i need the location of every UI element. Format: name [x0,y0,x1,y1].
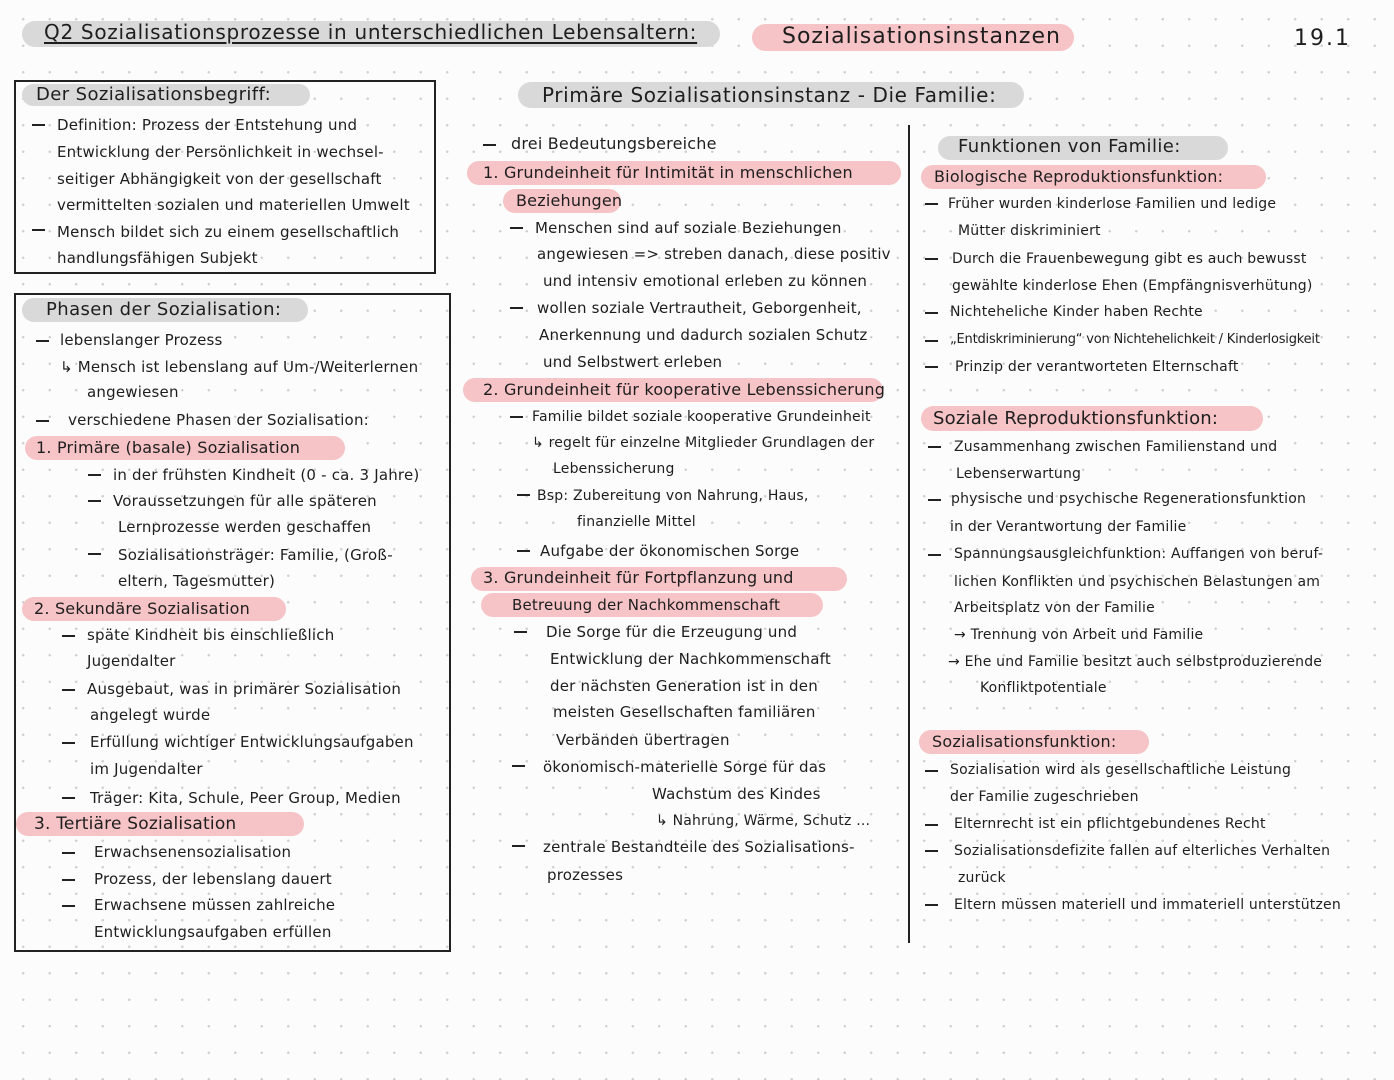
family-title: Primäre Sozialisationsinstanz - Die Familie: [542,83,997,107]
function1-line: Nichteheliche Kinder haben Rechte [950,304,1203,320]
area3-title: 3. Grundeinheit für Fortpflanzung und [483,568,794,587]
phase1-line: Lernprozesse werden geschaffen [118,518,372,536]
area2-line: finanzielle Mittel [577,514,696,530]
function1-line: „Entdiskriminierung“ von Nichtehelichkeit / Kinderlosigkeit [950,332,1320,347]
area3-line: Wachstum des Kindes [652,785,821,803]
area1-line: wollen soziale Vertrautheit, Geborgenheit, [537,299,862,317]
bullet-dash [928,446,941,448]
bullet-dash [925,824,938,826]
phase1-line: in der frühsten Kindheit (0 - ca. 3 Jahre) [113,466,420,484]
area1-title-b: Beziehungen [516,191,623,210]
function2-line: Arbeitsplatz von der Familie [954,600,1155,616]
area2-line: Bsp: Zubereitung von Nahrung, Haus, [537,488,809,504]
phase1-line: eltern, Tagesmutter) [118,572,276,590]
topic-title: Sozialisationsinstanzen [782,24,1061,49]
family-intro: drei Bedeutungsbereiche [511,134,717,153]
functions-title: Funktionen von Familie: [958,136,1181,157]
phase3-line: Erwachsene müssen zahlreiche [94,896,336,914]
bullet-dash [36,340,49,342]
phases-line: ↳ Mensch ist lebenslang auf Um-/Weiterlernen [60,358,419,376]
area3-line: ökonomisch-materielle Sorge für das [543,758,827,776]
phase2-line: im Jugendalter [90,760,203,778]
function1-title: Biologische Reproduktionsfunktion: [934,167,1224,186]
function2-line: lichen Konflikten und psychischen Belastungen am [954,574,1321,590]
area3-line: ↳ Nahrung, Wärme, Schutz ... [656,813,871,829]
area3-line: Entwicklung der Nachkommenschaft [550,650,831,668]
area2-line: ↳ regelt für einzelne Mitglieder Grundlagen der [532,435,875,451]
area2-line: Familie bildet soziale kooperative Grundeinheit [532,409,871,425]
bullet-dash [925,340,938,342]
area2-line: Aufgabe der ökonomischen Sorge [540,542,800,560]
phase3-line: Prozess, der lebenslang dauert [94,870,332,888]
bullet-dash [32,229,45,231]
bullet-dash [925,312,938,314]
bullet-dash [62,852,75,854]
function2-line: Zusammenhang zwischen Familienstand und [954,439,1278,455]
definition-line: vermittelten sozialen und materiellen Umwelt [57,196,410,214]
bullet-dash [62,905,75,907]
function2-line: Lebenserwartung [956,466,1082,482]
area1-line: und intensiv emotional erleben zu können [543,272,868,290]
function2-line: → Trennung von Arbeit und Familie [954,627,1204,643]
function3-line: der Familie zugeschrieben [950,789,1139,805]
area1-line: Menschen sind auf soziale Beziehungen [535,219,842,237]
area1-line: und Selbstwert erleben [543,353,723,371]
area1-title: 1. Grundeinheit für Intimität in menschlichen [483,163,853,182]
bullet-dash [925,203,938,205]
phases-line: verschiedene Phasen der Sozialisation: [68,411,369,429]
phase2-line: Träger: Kita, Schule, Peer Group, Medien [90,789,401,807]
page-title: Q2 Sozialisationsprozesse in unterschiedlichen Lebensaltern: [44,20,698,44]
phase3-line: Entwicklungsaufgaben erfüllen [94,923,332,941]
area3-line: meisten Gesellschaften familiären [553,703,816,721]
bullet-dash [512,765,525,767]
bullet-dash [62,879,75,881]
function1-line: Durch die Frauenbewegung gibt es auch bewusst [952,251,1307,267]
bullet-dash [928,554,941,556]
phase2-line: Erfüllung wichtiger Entwicklungsaufgaben [90,733,414,751]
bullet-dash [88,553,101,555]
bullet-dash [925,366,938,368]
bullet-dash [925,258,938,260]
bullet-dash [925,904,938,906]
bullet-dash [925,850,938,852]
function3-line: Elternrecht ist ein pflichtgebundenes Recht [954,816,1266,832]
bullet-dash [510,307,523,309]
function2-line: physische und psychische Regenerationsfunktion [951,491,1307,507]
bullet-dash [62,742,75,744]
bullet-dash [510,416,523,418]
area3-line: Die Sorge für die Erzeugung und [546,623,798,641]
function2-line: in der Verantwortung der Familie [950,519,1187,535]
phase3-line: Erwachsenensozialisation [94,843,292,861]
bullet-dash [62,689,75,691]
column-divider [908,125,910,943]
phases-title: Phasen der Sozialisation: [46,299,282,320]
area3-line: der nächsten Generation ist in den [550,677,818,695]
bullet-dash [512,845,525,847]
area3-line: prozesses [547,866,624,884]
function2-line: → Ehe und Familie besitzt auch selbstproduzierende [948,654,1323,670]
bullet-dash [88,500,101,502]
phases-line: lebenslanger Prozess [60,331,223,349]
definition-line: handlungsfähigen Subjekt [57,249,258,267]
function1-line: Mütter diskriminiert [958,223,1101,239]
function3-title: Sozialisationsfunktion: [932,732,1117,751]
area3-title-b: Betreuung der Nachkommenschaft [512,596,781,614]
bullet-dash [928,499,941,501]
function2-line: Spannungsausgleichfunktion: Auffangen von beruf- [954,546,1324,562]
function3-line: Sozialisation wird als gesellschaftliche Leistung [950,762,1292,778]
bullet-dash [483,144,496,146]
area1-line: Anerkennung und dadurch sozialen Schutz [539,326,868,344]
phase2-line: späte Kindheit bis einschließlich [87,626,335,644]
bullet-dash [517,494,530,496]
area1-line: angewiesen => streben danach, diese positiv [537,245,891,263]
function2-line: Konfliktpotentiale [980,680,1107,696]
definition-title: Der Sozialisationsbegriff: [36,84,272,105]
phases-line: angewiesen [87,383,179,401]
definition-line: Mensch bildet sich zu einem gesellschaftlich [57,223,400,241]
phase2-line: angelegt wurde [90,706,211,724]
bullet-dash [517,550,530,552]
function1-line: Prinzip der verantworteten Elternschaft [955,359,1239,375]
function3-line: Sozialisationsdefizite fallen auf elterliches Verhalten [954,843,1331,859]
bullet-dash [62,797,75,799]
bullet-dash [510,227,523,229]
area3-line: zentrale Bestandteile des Sozialisations- [543,838,855,856]
phase1-line: Voraussetzungen für alle späteren [113,492,377,510]
area2-title: 2. Grundeinheit für kooperative Lebenssicherung [483,380,886,399]
definition-line: Definition: Prozess der Entstehung und [57,116,358,134]
bullet-dash [62,635,75,637]
page-date: 19.1 [1294,26,1351,51]
function1-line: Früher wurden kinderlose Familien und ledige [948,196,1277,212]
function2-title: Soziale Reproduktionsfunktion: [933,408,1219,429]
phase2-line: Ausgebaut, was in primärer Sozialisation [87,680,402,698]
phase1-title: 1. Primäre (basale) Sozialisation [36,438,301,457]
phase3-title: 3. Tertiäre Sozialisation [34,814,237,834]
function3-line: zurück [958,870,1006,886]
area2-line: Lebenssicherung [553,461,675,477]
function1-line: gewählte kinderlose Ehen (Empfängnisverhütung) [952,278,1313,294]
bullet-dash [514,631,527,633]
bullet-dash [32,124,45,126]
phase2-title: 2. Sekundäre Sozialisation [34,599,250,618]
definition-line: seitiger Abhängigkeit von der gesellschaft [57,170,382,188]
function3-line: Eltern müssen materiell und immateriell unterstützen [954,897,1341,913]
phase2-line: Jugendalter [87,652,176,670]
bullet-dash [88,474,101,476]
bullet-dash [925,770,938,772]
bullet-dash [36,420,49,422]
area3-line: Verbänden übertragen [556,731,730,749]
definition-line: Entwicklung der Persönlichkeit in wechsel- [57,143,384,161]
phase1-line: Sozialisationsträger: Familie, (Groß- [118,546,393,564]
